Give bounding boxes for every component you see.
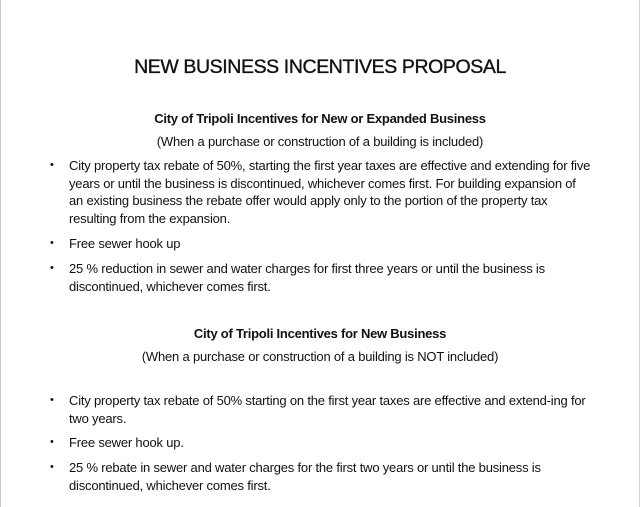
section-2-heading: City of Tripoli Incentives for New Business: [193, 326, 447, 341]
section-2-item-1: [0, 392, 640, 428]
bullet-icon: •: [50, 394, 54, 406]
section-2-item-2: [0, 434, 640, 452]
section-2-subheading: (When a purchase or construction of a building is NOT included): [141, 349, 499, 364]
section-1-item-1-text: City property tax rebate of 50%, starting the first year taxes are effective and extending for five years or until the business is discontinued, whichever comes first. For building expansion of an existing business the rebate offer would apply only to the portion of the property tax resulting from the expansion.: [69, 158, 591, 226]
section-1-item-1: [0, 157, 640, 229]
section-1-subheading: (When a purchase or construction of a building is included): [156, 134, 484, 149]
bullet-icon: •: [50, 159, 54, 171]
section-1-item-2: [0, 235, 640, 253]
section-1-heading: City of Tripoli Incentives for New or Expanded Business: [154, 111, 486, 126]
section-2-item-2-text: Free sewer hook up.: [69, 435, 184, 450]
section-2-item-3: [0, 459, 640, 495]
section-1-item-3: [0, 260, 640, 296]
section-1-item-3-text: 25 % reduction in sewer and water charges for first three years or until the business is discontinued, whichever comes first.: [69, 261, 545, 294]
bullet-icon: •: [50, 237, 54, 249]
document-title: NEW BUSINESS INCENTIVES PROPOSAL: [134, 56, 506, 78]
section-1-item-2-text: Free sewer hook up: [69, 236, 181, 251]
section-2-item-3-text: 25 % rebate in sewer and water charges for the first two years or until the business is discontinued, whichever comes first.: [69, 460, 541, 493]
bullet-icon: •: [50, 461, 54, 473]
bullet-icon: •: [50, 436, 54, 448]
section-2-item-1-text: City property tax rebate of 50% starting on the first year taxes are effective and extend-ing for two years.: [69, 393, 586, 426]
bullet-icon: •: [50, 262, 54, 274]
